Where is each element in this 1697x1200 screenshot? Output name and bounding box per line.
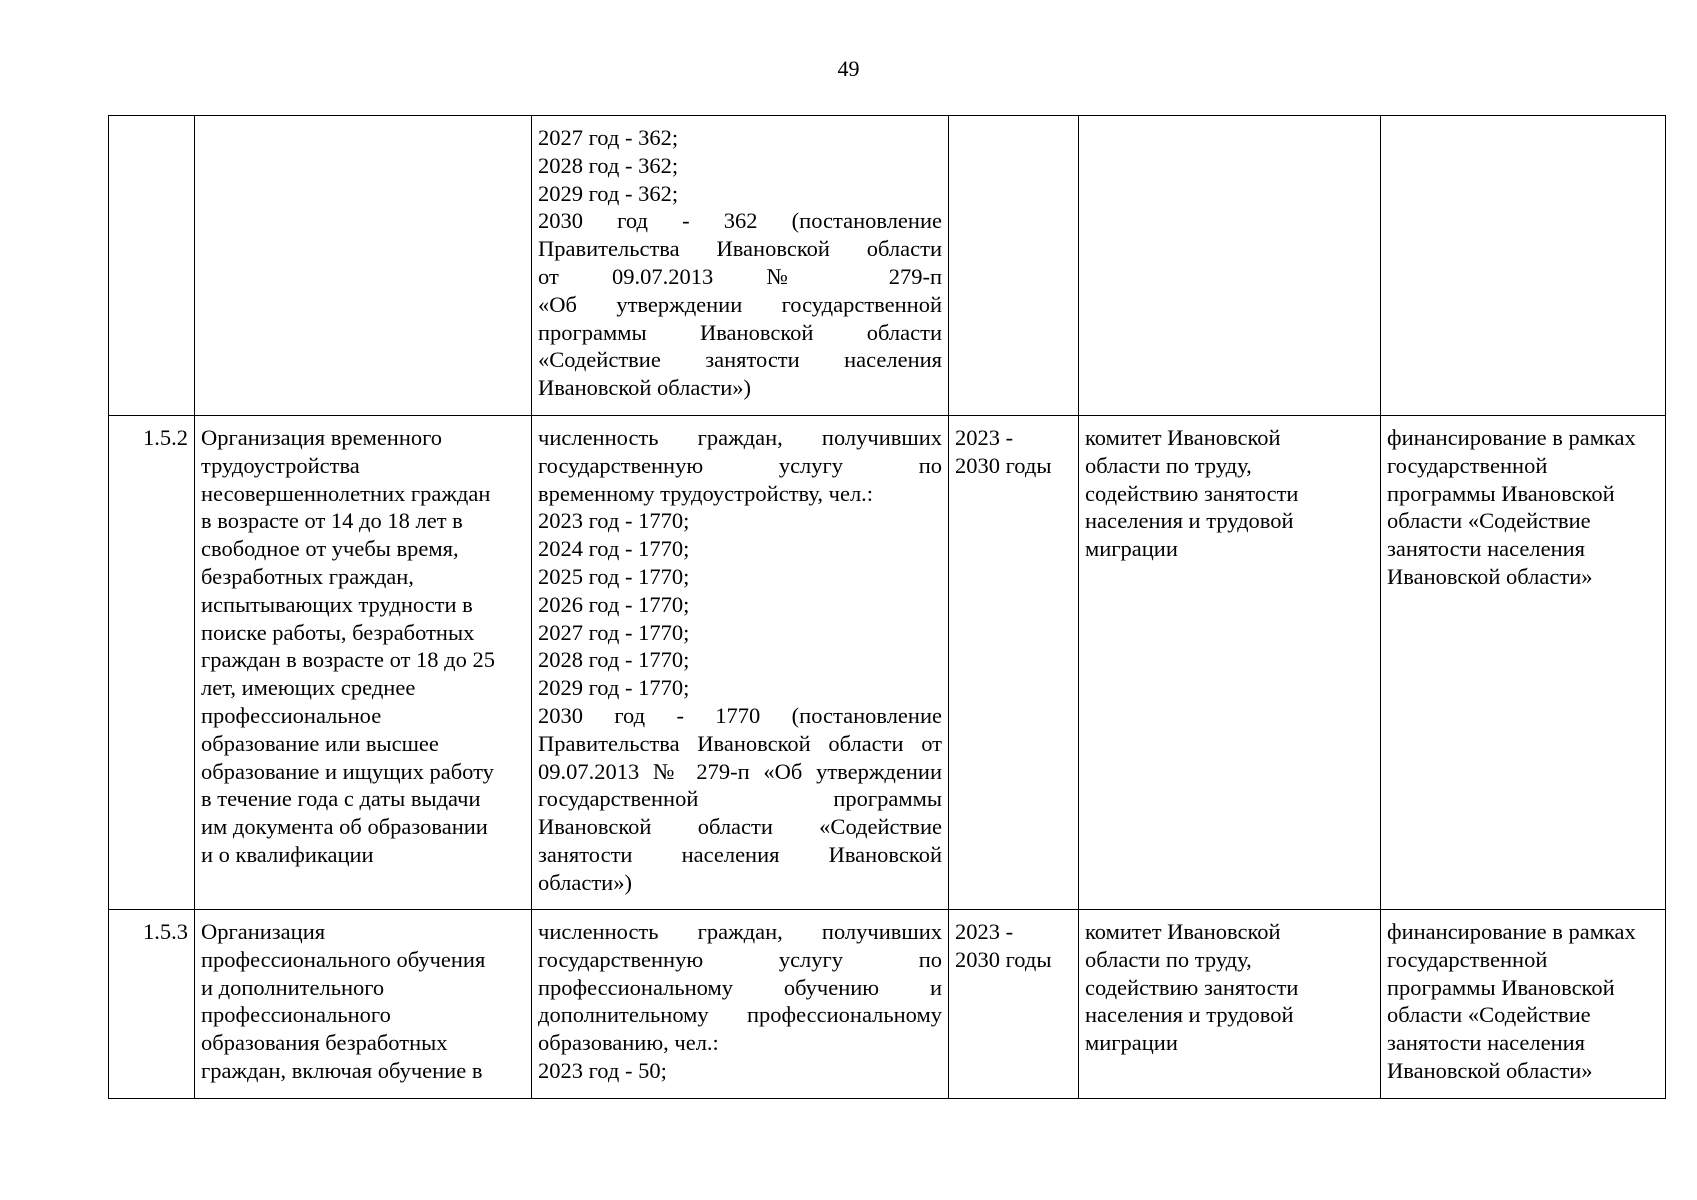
- text-line: миграции: [1085, 1030, 1178, 1056]
- page-number: 49: [837, 56, 860, 81]
- text-line: испытывающих трудности в: [201, 591, 473, 617]
- text-line: численность граждан, получивших: [538, 425, 942, 450]
- text-line: 2030 годы: [955, 946, 1052, 972]
- financing-cell: [1381, 910, 1666, 1099]
- table-row: [109, 910, 1666, 1099]
- indicator-cell: [532, 910, 949, 1099]
- text-line: 2026 год - 1770;: [538, 591, 690, 617]
- text-line: Правительства Ивановской области: [538, 236, 942, 262]
- period-cell: [949, 416, 1079, 910]
- row-number-cell: [109, 416, 195, 910]
- text-line: населения и трудовой: [1085, 1002, 1294, 1028]
- text-line: и дополнительного: [201, 974, 385, 1000]
- financing-text: [1387, 918, 1659, 1085]
- text-line: временному трудоустройству, чел.:: [538, 480, 874, 506]
- text-line: 2028 год - 1770;: [538, 647, 690, 673]
- period-text: [955, 424, 1072, 480]
- financing-cell: [1381, 416, 1666, 910]
- text-line: им документа об образовании: [201, 814, 488, 840]
- text-line: численность граждан, получивших: [538, 919, 942, 944]
- text-line: государственную услугу по: [538, 946, 942, 972]
- financing-cell: [1381, 116, 1666, 416]
- row-number: 1.5.2: [143, 425, 188, 450]
- text-line: граждан в возрасте от 18 до 25: [201, 647, 495, 673]
- text-line: программы Ивановской области: [538, 319, 942, 345]
- text-line: образование или высшее: [201, 730, 439, 756]
- text-line: 2023 год - 50;: [538, 1057, 667, 1083]
- text-line: лет, имеющих среднее: [201, 675, 416, 701]
- text-line: Ивановской области»: [1387, 1057, 1593, 1083]
- text-line: «Об утверждении государственной: [538, 291, 942, 317]
- text-line: профессионального обучения: [201, 946, 486, 972]
- text-line: Ивановской области»: [1387, 563, 1593, 589]
- text-line: граждан, включая обучение в: [201, 1057, 483, 1083]
- text-line: профессионального: [201, 1002, 391, 1028]
- text-line: свободное от учебы время,: [201, 536, 459, 562]
- text-line: программы Ивановской: [1387, 480, 1615, 506]
- text-line: от 09.07.2013 № 279-п: [538, 263, 942, 289]
- text-line: области по труду,: [1085, 946, 1252, 972]
- event-cell: [195, 416, 532, 910]
- text-line: 2028 год - 362;: [538, 152, 679, 178]
- text-line: Ивановской области»): [538, 375, 751, 401]
- text-line: несовершеннолетних граждан: [201, 480, 491, 506]
- text-line: миграции: [1085, 536, 1178, 562]
- text-line: трудоустройства: [201, 452, 360, 478]
- executor-text: [1085, 918, 1374, 1057]
- text-line: 2030 год - 1770 (постановление: [538, 702, 942, 728]
- indicator-text: [538, 124, 942, 402]
- text-line: занятости населения Ивановской: [538, 841, 942, 867]
- text-line: безработных граждан,: [201, 563, 414, 589]
- text-line: комитет Ивановской: [1085, 425, 1281, 450]
- executor-cell: [1079, 910, 1381, 1099]
- text-line: образование и ищущих работу: [201, 758, 494, 784]
- row-number: 1.5.3: [143, 919, 188, 944]
- text-line: Правительства Ивановской области от: [538, 730, 942, 756]
- text-line: программы Ивановской: [1387, 974, 1615, 1000]
- text-line: 09.07.2013 № 279-п «Об утверждении: [538, 758, 942, 784]
- text-line: Ивановской области «Содействие: [538, 814, 942, 840]
- text-line: Организация: [201, 919, 326, 944]
- text-line: 2027 год - 362;: [538, 125, 679, 150]
- text-line: Организация временного: [201, 425, 443, 450]
- text-line: области «Содействие: [1387, 1002, 1591, 1028]
- text-line: области по труду,: [1085, 452, 1252, 478]
- text-line: государственной: [1387, 452, 1548, 478]
- text-line: профессиональному обучению и: [538, 974, 942, 1000]
- event-text: [201, 918, 525, 1085]
- executor-text: [1085, 424, 1374, 563]
- text-line: образованию, чел.:: [538, 1030, 719, 1056]
- period-cell: [949, 116, 1079, 416]
- text-line: 2025 год - 1770;: [538, 563, 690, 589]
- text-line: дополнительному профессиональному: [538, 1002, 942, 1028]
- text-line: государственной: [1387, 946, 1548, 972]
- indicator-text: [538, 918, 942, 1085]
- text-line: 2030 год - 362 (постановление: [538, 208, 942, 234]
- text-line: 2030 годы: [955, 452, 1052, 478]
- table-row: [109, 116, 1666, 416]
- text-line: 2029 год - 1770;: [538, 675, 690, 701]
- text-line: содействию занятости: [1085, 974, 1299, 1000]
- event-cell: [195, 910, 532, 1099]
- text-line: 2029 год - 362;: [538, 180, 679, 206]
- text-line: населения и трудовой: [1085, 508, 1294, 534]
- text-line: области «Содействие: [1387, 508, 1591, 534]
- text-line: 2027 год - 1770;: [538, 619, 690, 645]
- text-line: области»): [538, 869, 632, 895]
- text-line: поиске работы, безработных: [201, 619, 475, 645]
- text-line: в возрасте от 14 до 18 лет в: [201, 508, 463, 534]
- text-line: и о квалификации: [201, 841, 374, 867]
- text-line: 2024 год - 1770;: [538, 536, 690, 562]
- measures-table: [108, 115, 1666, 1099]
- text-line: 2023 -: [955, 919, 1014, 944]
- indicator-cell: [532, 116, 949, 416]
- table-row: [109, 416, 1666, 910]
- text-line: в течение года с даты выдачи: [201, 786, 481, 812]
- text-line: занятости населения: [1387, 536, 1586, 562]
- text-line: содействию занятости: [1085, 480, 1299, 506]
- text-line: 2023 год - 1770;: [538, 508, 690, 534]
- period-cell: [949, 910, 1079, 1099]
- executor-cell: [1079, 116, 1381, 416]
- text-line: 2023 -: [955, 425, 1014, 450]
- row-number-cell: [109, 116, 195, 416]
- financing-text: [1387, 424, 1659, 591]
- text-line: «Содействие занятости населения: [538, 347, 942, 373]
- indicator-cell: [532, 416, 949, 910]
- event-text: [201, 424, 525, 869]
- text-line: государственную услугу по: [538, 452, 942, 478]
- text-line: комитет Ивановской: [1085, 919, 1281, 944]
- text-line: занятости населения: [1387, 1030, 1586, 1056]
- row-number-cell: [109, 910, 195, 1099]
- text-line: образования безработных: [201, 1030, 448, 1056]
- indicator-text: [538, 424, 942, 897]
- executor-cell: [1079, 416, 1381, 910]
- text-line: государственной программы: [538, 786, 942, 812]
- period-text: [955, 918, 1072, 974]
- text-line: финансирование в рамках: [1387, 919, 1636, 944]
- text-line: профессиональное: [201, 702, 382, 728]
- event-cell: [195, 116, 532, 416]
- text-line: финансирование в рамках: [1387, 425, 1636, 450]
